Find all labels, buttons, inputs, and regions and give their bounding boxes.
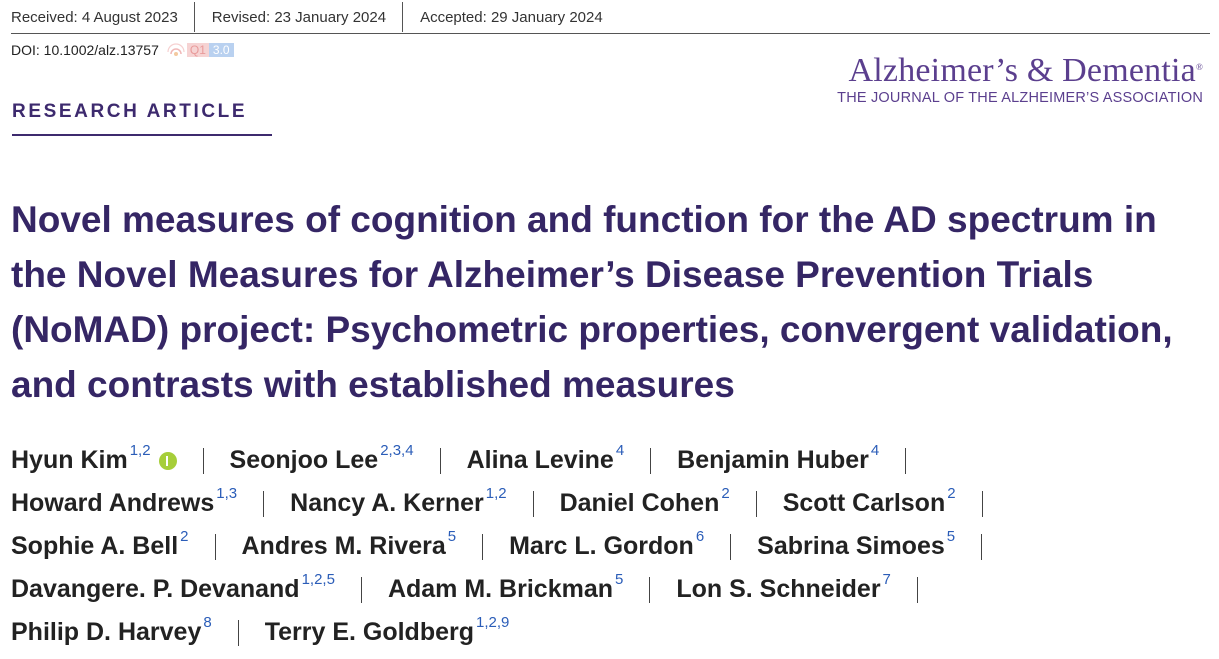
affiliation-marker: 8 bbox=[203, 614, 212, 631]
author[interactable]: Hyun Kim $^{1,2}$ bbox=[11, 446, 177, 475]
author[interactable]: Sophie A. Bell $^2$ bbox=[11, 528, 189, 560]
author[interactable]: Daniel Cohen $^2$ bbox=[559, 485, 730, 517]
author[interactable]: Andres M. Rivera $^5$ bbox=[241, 528, 457, 560]
affiliation-marker: 2 bbox=[721, 485, 730, 502]
affiliation-marker: 2 bbox=[947, 485, 956, 502]
author-divider bbox=[756, 491, 757, 517]
author-divider bbox=[981, 534, 982, 560]
author[interactable]: Seonjoo Lee $^{2,3,4}$ bbox=[229, 442, 414, 474]
doi-link[interactable]: DOI: 10.1002/alz.13757 bbox=[11, 42, 159, 58]
author[interactable]: Sabrina Simoes $^5$ bbox=[757, 528, 956, 560]
author-divider bbox=[263, 491, 264, 517]
author-divider bbox=[649, 577, 650, 603]
author-divider bbox=[650, 448, 651, 474]
author[interactable]: Adam M. Brickman $^5$ bbox=[387, 571, 624, 603]
author-row bbox=[11, 568, 1211, 611]
publication-dates bbox=[11, 0, 619, 34]
author[interactable]: Marc L. Gordon $^6$ bbox=[509, 528, 705, 560]
author[interactable]: Benjamin Huber $^4$ bbox=[677, 442, 880, 474]
affiliation-marker: 1,2 bbox=[129, 442, 151, 459]
author-divider bbox=[533, 491, 534, 517]
author-divider bbox=[203, 448, 204, 474]
article-type-underline bbox=[12, 134, 272, 136]
author[interactable]: Davangere. P. Devanand $^{1,2,5}$ bbox=[11, 571, 335, 603]
author[interactable]: Terry E. Goldberg $^{1,2,9}$ bbox=[264, 614, 510, 646]
impact-factor-badge: 3.0 bbox=[209, 43, 234, 57]
affiliation-marker: 1,2,5 bbox=[301, 571, 335, 588]
date-divider bbox=[194, 2, 195, 32]
author[interactable]: Philip D. Harvey $^8$ bbox=[11, 614, 212, 646]
author[interactable]: Lon S. Schneider $^7$ bbox=[676, 571, 891, 603]
date-divider bbox=[402, 2, 403, 32]
journal-name: Alzheimer’s & Dementia® bbox=[848, 52, 1203, 89]
article-title: Novel measures of cognition and function for the AD spectrum in the Novel Measures for Alzheimer’s Disease Prevention Trials (NoMAD) project: Psychometric properties, convergent validation, and contrasts with established measures bbox=[11, 199, 1173, 405]
author[interactable]: Alina Levine $^4$ bbox=[466, 442, 625, 474]
affiliation-marker: 1,3 bbox=[216, 485, 238, 502]
affiliation-marker: 7 bbox=[882, 571, 891, 588]
journal-logo[interactable] bbox=[837, 52, 1203, 106]
author[interactable]: Howard Andrews $^{1,3}$ bbox=[11, 485, 238, 517]
author-list bbox=[11, 439, 1211, 654]
journal-metrics-badge[interactable] bbox=[165, 43, 234, 57]
affiliation-marker: 5 bbox=[447, 528, 457, 545]
author-row bbox=[11, 482, 1211, 525]
affiliation-marker: 2 bbox=[180, 528, 189, 545]
author[interactable]: Scott Carlson $^2$ bbox=[782, 485, 956, 517]
quartile-badge: Q1 bbox=[187, 43, 209, 57]
author-row bbox=[11, 611, 1211, 654]
author-divider bbox=[917, 577, 918, 603]
journal-subtitle: THE JOURNAL OF THE ALZHEIMER’S ASSOCIATION bbox=[837, 90, 1203, 106]
orcid-icon[interactable] bbox=[159, 452, 177, 470]
author-divider bbox=[440, 448, 441, 474]
author-divider bbox=[982, 491, 983, 517]
affiliation-marker: 2,3,4 bbox=[380, 442, 414, 459]
article-type-label: RESEARCH ARTICLE bbox=[12, 101, 248, 122]
wifi-icon bbox=[165, 43, 187, 57]
affiliation-marker: 1,2,9 bbox=[476, 614, 510, 631]
author-divider bbox=[361, 577, 362, 603]
author-row bbox=[11, 439, 1211, 482]
affiliation-marker: 6 bbox=[695, 528, 705, 545]
header-rule bbox=[11, 33, 1210, 34]
affiliation-marker: 5 bbox=[615, 571, 624, 588]
affiliation-marker: 4 bbox=[615, 442, 625, 459]
revised-date: Revised: 23 January 2024 bbox=[211, 8, 387, 26]
author-divider bbox=[482, 534, 483, 560]
doi-line bbox=[11, 42, 234, 58]
affiliation-marker: 5 bbox=[946, 528, 956, 545]
accepted-date: Accepted: 29 January 2024 bbox=[420, 8, 603, 26]
author-divider bbox=[215, 534, 216, 560]
affiliation-marker: 4 bbox=[870, 442, 880, 459]
affiliation-marker: 1,2 bbox=[485, 485, 507, 502]
author-divider bbox=[238, 620, 239, 646]
received-date: Received: 4 August 2023 bbox=[11, 8, 178, 26]
registered-mark: ® bbox=[1195, 62, 1203, 72]
author-divider bbox=[905, 448, 906, 474]
author-divider bbox=[730, 534, 731, 560]
author-row bbox=[11, 525, 1211, 568]
author[interactable]: Nancy A. Kerner $^{1,2}$ bbox=[290, 485, 507, 517]
